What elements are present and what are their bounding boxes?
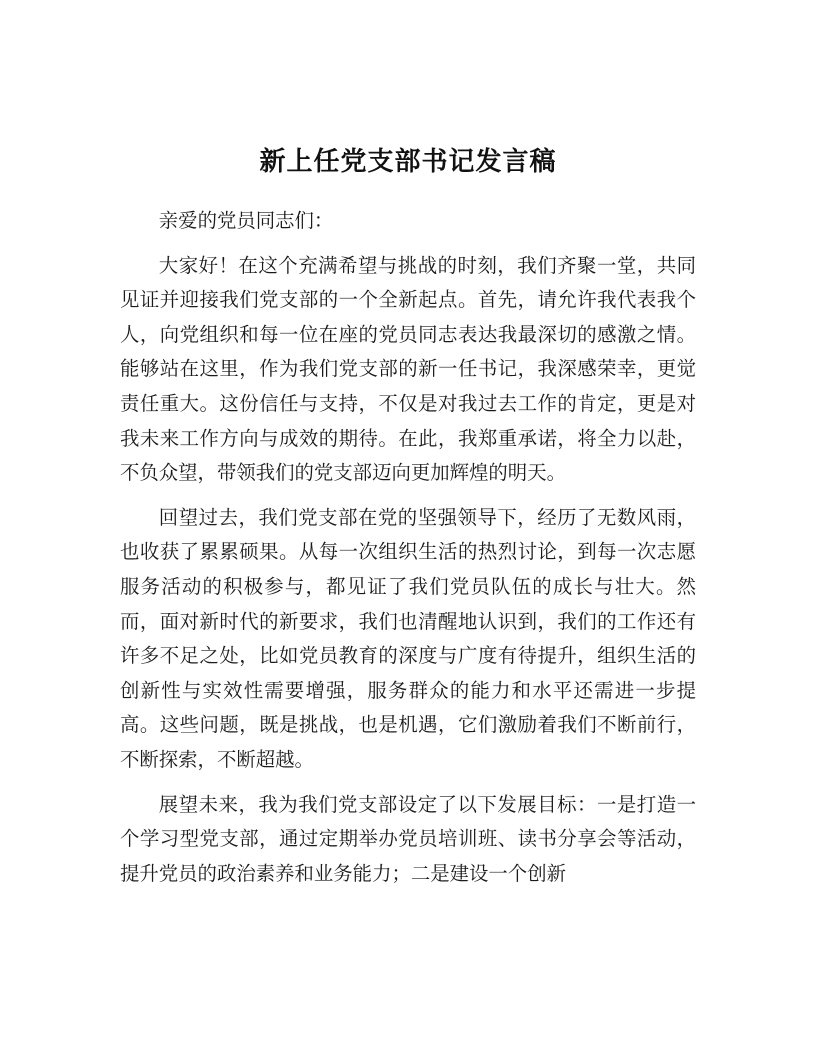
- paragraph-1: 大家好！在这个充满希望与挑战的时刻，我们齐聚一堂，共同见证并迎接我们党支部的一个全新起点。首先，请允许我代表我个人，向党组织和每一位在座的党员同志表达我最深切的感激之情。能够站在这里，作为我们党支部的新一任书记，我深感荣幸，更觉责任重大。这份信任与支持，不仅是对我过去工作的肯定，更是对我未来工作方向与成效的期待。在此，我郑重承诺，将全力以赴，不负众望，带领我们的党支部迈向更加辉煌的明天。: [120, 253, 696, 485]
- paragraph-3: 展望未来，我为我们党支部设定了以下发展目标：一是打造一个学习型党支部，通过定期举办党员培训班、读书分享会等活动，提升党员的政治素养和业务能力；二是建设一个创新: [120, 792, 696, 885]
- paragraph-2: 回望过去，我们党支部在党的坚强领导下，经历了无数风雨，也收获了累累硕果。从每一次组织生活的热烈讨论，到每一次志愿服务活动的积极参与，都见证了我们党员队伍的成长与壮大。然而，面对新时代的新要求，我们也清醒地认识到，我们的工作还有许多不足之处，比如党员教育的深度与广度有待提升，组织生活的创新性与实效性需要增强，服务群众的能力和水平还需进一步提高。这些问题，既是挑战，也是机遇，它们激励着我们不断前行，不断探索，不断超越。: [120, 505, 696, 771]
- salutation: 亲爱的党员同志们：: [158, 209, 334, 232]
- document-title: 新上任党支部书记发言稿: [259, 147, 557, 177]
- document-page: [120, 140, 696, 901]
